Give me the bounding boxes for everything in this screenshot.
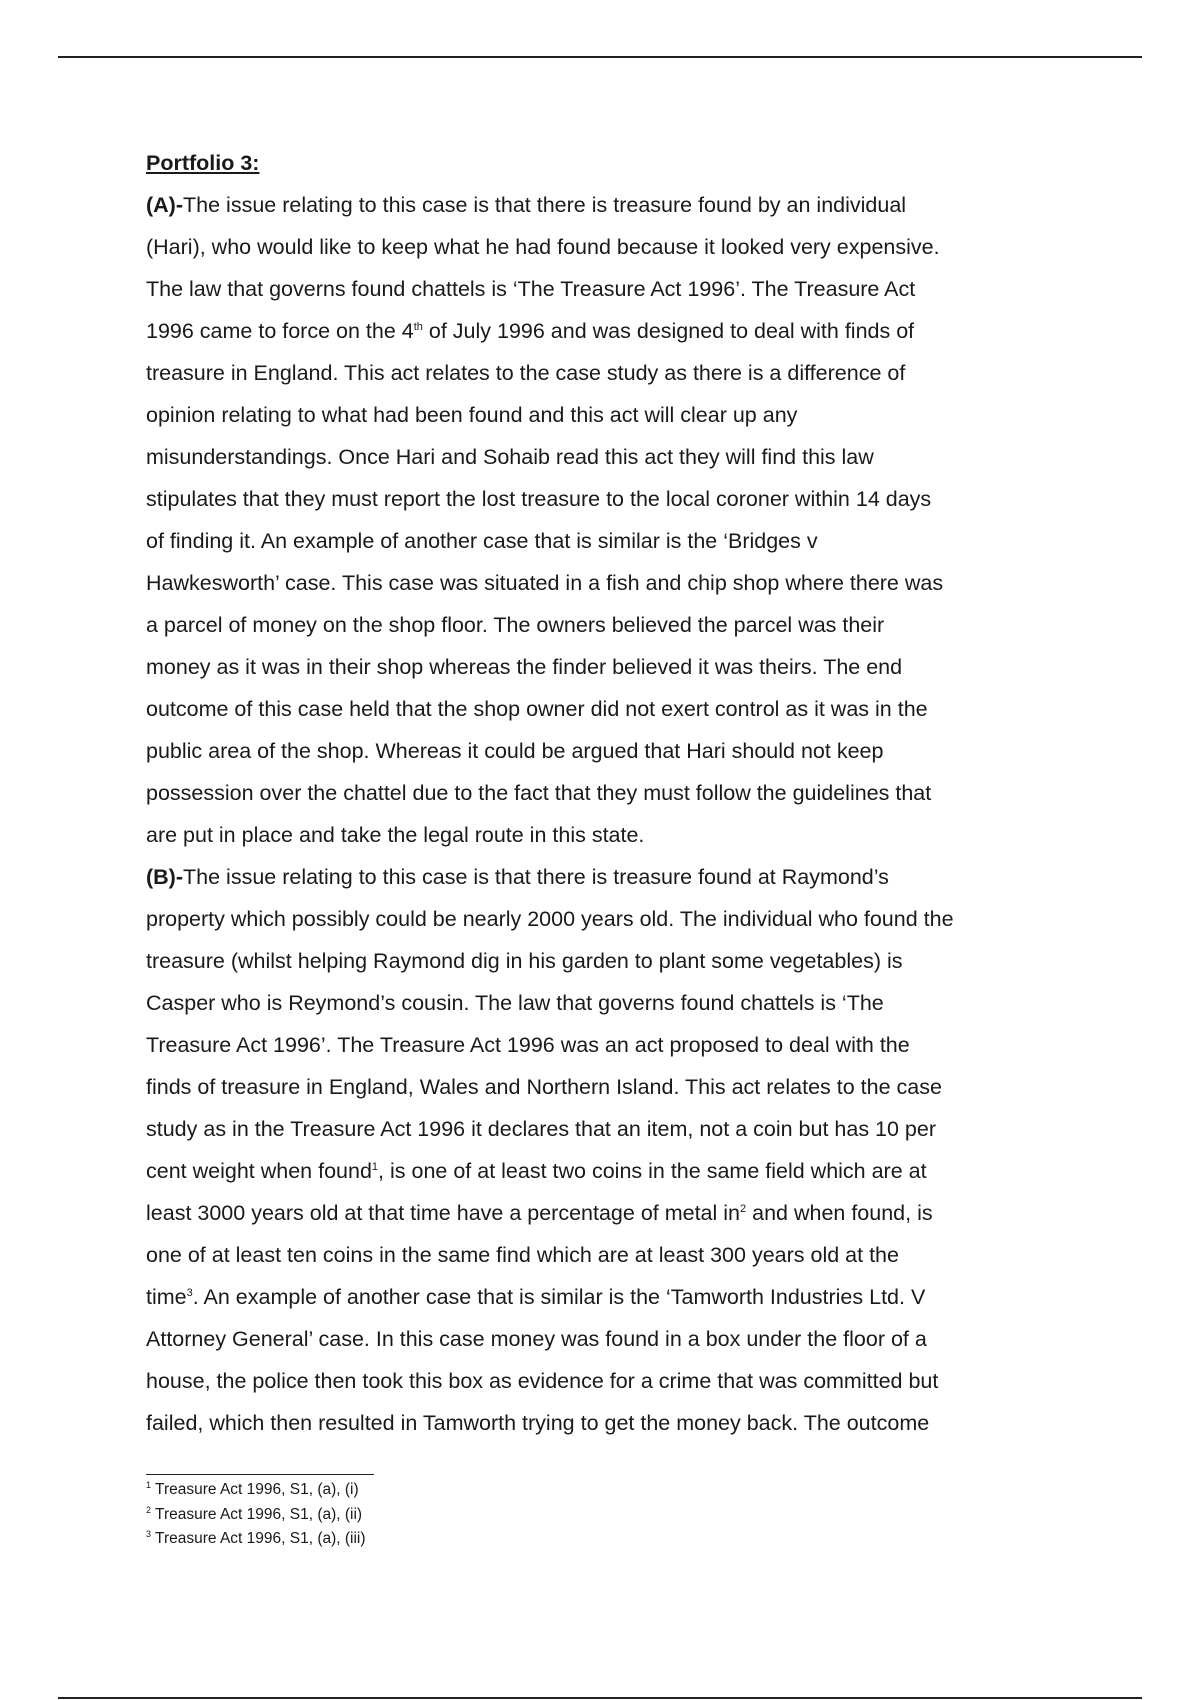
footnote [146, 1478, 366, 1503]
paragraph-b-line: Casper who is Reymond’s cousin. The law that governs found chattels is ‘The [146, 991, 884, 1015]
paragraph-b-line: one of at least ten coins in the same find which are at least 300 years old at the [146, 1243, 899, 1267]
paragraph-a-line: opinion relating to what had been found and this act will clear up any [146, 403, 798, 427]
paragraph-a-line: public area of the shop. Whereas it could be argued that Hari should not keep [146, 739, 884, 763]
paragraph-a-line: treasure in England. This act relates to the case study as there is a difference of [146, 361, 906, 385]
paragraph-a-line: outcome of this case held that the shop owner did not exert control as it was in the [146, 697, 928, 721]
ordinal-suffix: th [413, 320, 423, 333]
paragraph-a-line: 1996 came to force on the 4th of July 1996 and was designed to deal with finds of [146, 319, 915, 343]
paragraph-a-line: Hawkesworth’ case. This case was situated in a fish and chip shop where there was [146, 571, 944, 595]
part-b-label: (B)- [146, 865, 184, 889]
footnote [146, 1527, 366, 1552]
paragraph-b-line: (B)-The issue relating to this case is that there is treasure found at Raymond’s [146, 865, 889, 889]
paragraph-a-line: The law that governs found chattels is ‘The Treasure Act 1996’. The Treasure Act [146, 277, 916, 301]
paragraph-b-line: study as in the Treasure Act 1996 it declares that an item, not a coin but has 10 per [146, 1117, 936, 1141]
paragraph-b-line: property which possibly could be nearly 2000 years old. The individual who found the [146, 907, 954, 931]
paragraph-a-line: possession over the chattel due to the fact that they must follow the guidelines that [146, 781, 932, 805]
paragraph-a-line: of finding it. An example of another case that is similar is the ‘Bridges v [146, 529, 818, 553]
footnote-text: Treasure Act 1996, S1, (a), (iii) [155, 1530, 366, 1547]
paragraph-b-line: failed, which then resulted in Tamworth trying to get the money back. The outcome [146, 1411, 930, 1435]
paragraph-a-line: misunderstandings. Once Hari and Sohaib read this act they will find this law [146, 445, 874, 469]
paragraph-a-line: money as it was in their shop whereas the finder believed it was theirs. The end [146, 655, 903, 679]
paragraph-a-line: (Hari), who would like to keep what he had found because it looked very expensive. [146, 235, 940, 259]
paragraph-b-line: time$^3$. An example of another case that is similar is the ‘Tamworth Industries Ltd. V [146, 1285, 926, 1309]
footer-rule [58, 1697, 1142, 1699]
paragraph-b-line: house, the police then took this box as evidence for a crime that was committed but [146, 1369, 939, 1393]
header-rule [58, 56, 1142, 58]
footnotes [146, 1478, 366, 1552]
footnote-reference[interactable]: 1 [371, 1160, 379, 1173]
paragraph-b-line: least 3000 years old at that time have a percentage of metal $in^2$ and when found, is [146, 1201, 933, 1225]
footnote-mark: 3 [146, 1528, 152, 1539]
footnote [146, 1503, 366, 1528]
paragraph-b-line: Attorney General’ case. In this case money was found in a box under the floor of a [146, 1327, 927, 1351]
page-title: Portfolio 3: [146, 151, 260, 175]
paragraph-a-line: (A)-The issue relating to this case is that there is treasure found by an individual [146, 193, 907, 217]
footnote-mark: 2 [146, 1504, 152, 1515]
paragraph-a-line: are put in place and take the legal route in this state. [146, 823, 645, 847]
footnote-reference[interactable]: 3 [186, 1286, 193, 1299]
footnote-mark: 1 [146, 1479, 152, 1490]
footnote-separator [146, 1474, 374, 1475]
paragraph-a-line: stipulates that they must report the lost treasure to the local coroner within 14 days [146, 487, 932, 511]
paragraph-b-line: cent weight when found$^1$, is one of at least two coins in the same field which are at [146, 1159, 927, 1183]
paragraph-b-line: Treasure Act 1996’. The Treasure Act 1996 was an act proposed to deal with the [146, 1033, 910, 1057]
footnote-text: Treasure Act 1996, S1, (a), (ii) [155, 1505, 363, 1523]
body-text [146, 142, 1066, 1444]
paragraph-a-line: a parcel of money on the shop floor. The owners believed the parcel was their [146, 613, 885, 637]
footnote-text: Treasure Act 1996, S1, (a), (i) [155, 1481, 359, 1498]
paragraph-b-line: finds of treasure in England, Wales and Northern Island. This act relates to the case [146, 1075, 942, 1099]
paragraph-b-line: treasure (whilst helping Raymond dig in his garden to plant some vegetables) is [146, 949, 903, 973]
footnote-reference[interactable]: 2 [740, 1202, 747, 1215]
part-a-label: (A)- [146, 193, 184, 217]
